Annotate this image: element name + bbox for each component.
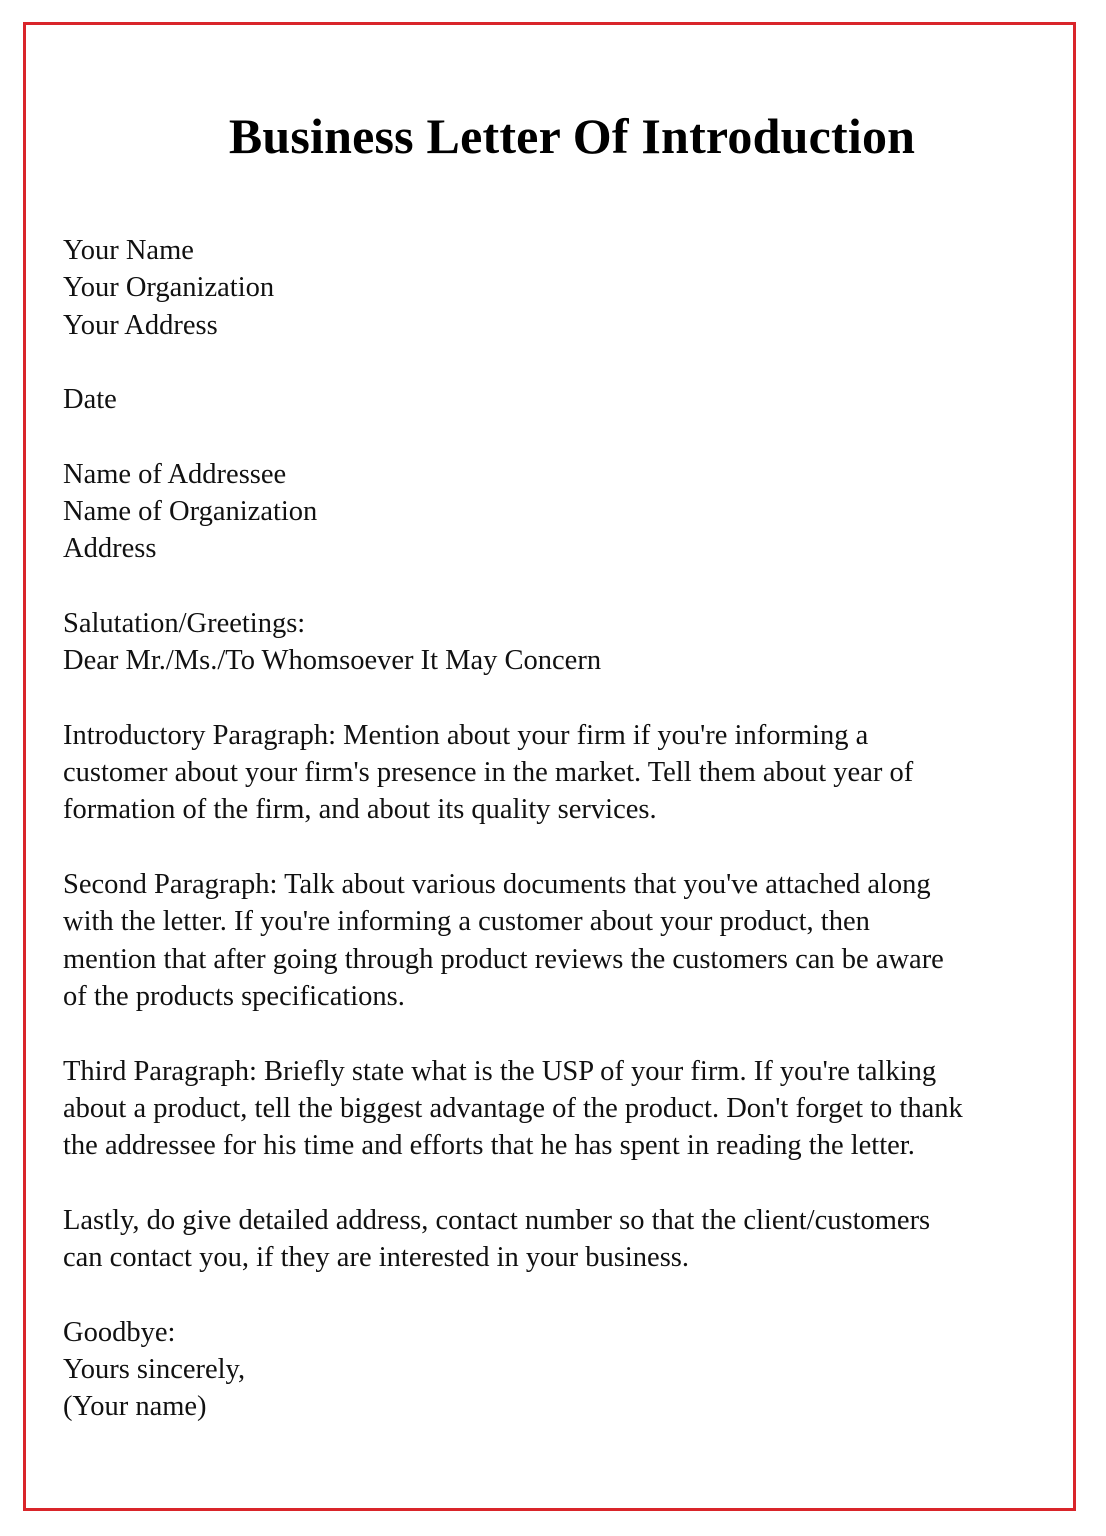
paragraph-line: of the products specifications. [63, 980, 405, 1012]
paragraph-line: Introductory Paragraph: Mention about your firm if you're informing a [63, 719, 869, 751]
sender-block [63, 232, 1063, 344]
closing-sign-off: Yours sincerely, [63, 1353, 246, 1385]
date-block [63, 381, 1063, 418]
salutation-text: Dear Mr./Ms./To Whomsoever It May Concern [63, 645, 602, 677]
letter-body [63, 232, 1063, 1463]
paragraph-line: can contact you, if they are interested in your business. [63, 1242, 690, 1274]
last-paragraph [63, 1202, 1063, 1277]
paragraph-line: customer about your firm's presence in the market. Tell them about year of [63, 757, 914, 789]
second-paragraph [63, 866, 1063, 1015]
salutation-label: Salutation/Greetings: [63, 607, 306, 639]
paragraph-line: about a product, tell the biggest advantage of the product. Don't forget to thank [63, 1092, 963, 1124]
intro-paragraph [63, 717, 1063, 829]
closing-block [63, 1314, 1063, 1426]
recipient-name: Name of Addressee [63, 458, 287, 490]
paragraph-line: with the letter. If you're informing a customer about your product, then [63, 906, 870, 938]
paragraph-line: Third Paragraph: Briefly state what is the USP of your firm. If you're talking [63, 1055, 937, 1087]
closing-label: Goodbye: [63, 1316, 176, 1348]
paragraph-line: Second Paragraph: Talk about various documents that you've attached along [63, 869, 931, 901]
paragraph-line: formation of the firm, and about its quality services. [63, 794, 657, 826]
recipient-block [63, 456, 1063, 568]
recipient-address: Address [63, 533, 157, 565]
paragraph-line: Lastly, do give detailed address, contact number so that the client/customers [63, 1204, 931, 1236]
sender-name: Your Name [63, 235, 194, 266]
paragraph-line: the addressee for his time and efforts that he has spent in reading the letter. [63, 1130, 915, 1162]
closing-name: (Your name) [63, 1391, 207, 1423]
recipient-organization: Name of Organization [63, 496, 318, 528]
salutation-block [63, 605, 1063, 680]
sender-organization: Your Organization [63, 272, 275, 304]
letter-title: Business Letter Of Introduction [228, 108, 916, 164]
third-paragraph [63, 1053, 1063, 1165]
sender-address: Your Address [63, 309, 218, 341]
paragraph-line: mention that after going through product reviews the customers can be aware [63, 943, 944, 975]
letter-date: Date [63, 384, 117, 416]
